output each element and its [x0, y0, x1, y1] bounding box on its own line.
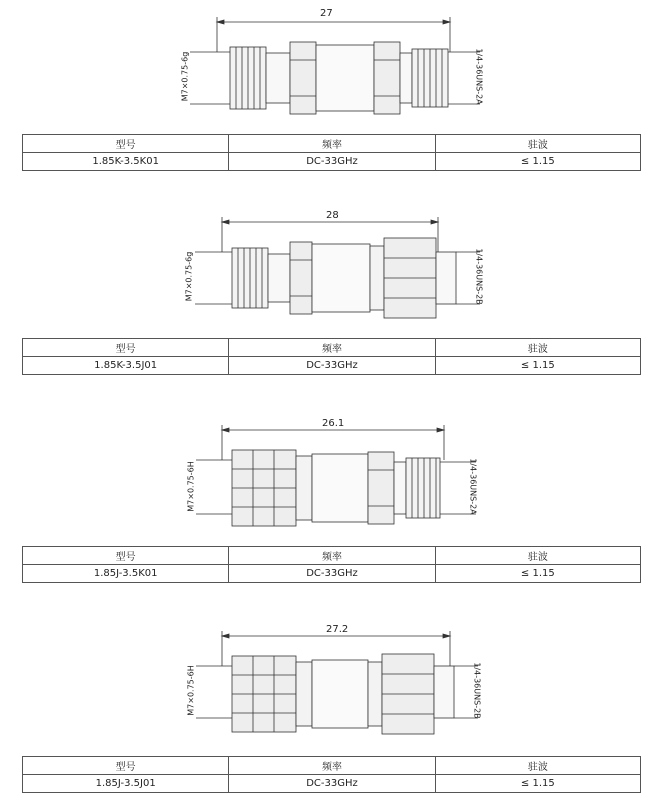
model-cell: 1.85J-3.5J01 [23, 775, 229, 793]
vswr-cell: ≤ 1.15 [435, 775, 640, 793]
connector-drawing-3 [0, 412, 655, 537]
model-cell: 1.85K-3.5K01 [23, 153, 229, 171]
dimension-label-3: 26.1 [322, 418, 345, 429]
vswr-cell: ≤ 1.15 [435, 565, 640, 583]
frequency-cell: DC-33GHz [229, 775, 435, 793]
thread-label-right-3: 1/4-36UNS-2A [468, 458, 478, 515]
model-header: 型号 [23, 135, 229, 153]
model-header: 型号 [23, 757, 229, 775]
dimension-label-1: 27 [320, 8, 333, 19]
frequency-cell: DC-33GHz [229, 153, 435, 171]
thread-label-left-1: M7×0.75-6g [180, 51, 190, 102]
model-cell: 1.85K-3.5J01 [23, 357, 229, 375]
vswr-header: 驻波 [435, 757, 640, 775]
model-header: 型号 [23, 547, 229, 565]
frequency-header: 频率 [229, 757, 435, 775]
vswr-cell: ≤ 1.15 [435, 357, 640, 375]
thread-label-right-4: 1/4-36UNS-2B [472, 662, 482, 719]
frequency-header: 频率 [229, 135, 435, 153]
model-cell: 1.85J-3.5K01 [23, 565, 229, 583]
vswr-header: 驻波 [435, 547, 640, 565]
thread-label-left-4: M7×0.75-6H [186, 665, 196, 716]
thread-label-left-2: M7×0.75-6g [184, 251, 194, 302]
dimension-label-4: 27.2 [326, 624, 349, 635]
dimension-label-2: 28 [326, 210, 339, 221]
table-row [23, 153, 641, 171]
table-row [23, 357, 641, 375]
frequency-cell: DC-33GHz [229, 357, 435, 375]
connector-drawing-4 [0, 620, 655, 745]
model-header: 型号 [23, 339, 229, 357]
thread-label-left-3: M7×0.75-6H [186, 461, 196, 512]
spec-table-3 [22, 546, 641, 583]
connector-drawing-1 [0, 0, 655, 130]
frequency-header: 频率 [229, 339, 435, 357]
table-row [23, 565, 641, 583]
table-header-row [23, 135, 641, 153]
spec-table-2 [22, 338, 641, 375]
spec-table-1 [22, 134, 641, 171]
frequency-header: 频率 [229, 547, 435, 565]
vswr-header: 驻波 [435, 135, 640, 153]
connector-drawing-2 [0, 208, 655, 328]
vswr-cell: ≤ 1.15 [435, 153, 640, 171]
table-header-row [23, 339, 641, 357]
thread-label-right-2: 1/4-36UNS-2B [474, 248, 484, 305]
frequency-cell: DC-33GHz [229, 565, 435, 583]
table-row [23, 775, 641, 793]
thread-label-right-1: 1/4-36UNS-2A [474, 48, 484, 105]
table-header-row [23, 757, 641, 775]
table-header-row [23, 547, 641, 565]
spec-table-4 [22, 756, 641, 793]
vswr-header: 驻波 [435, 339, 640, 357]
